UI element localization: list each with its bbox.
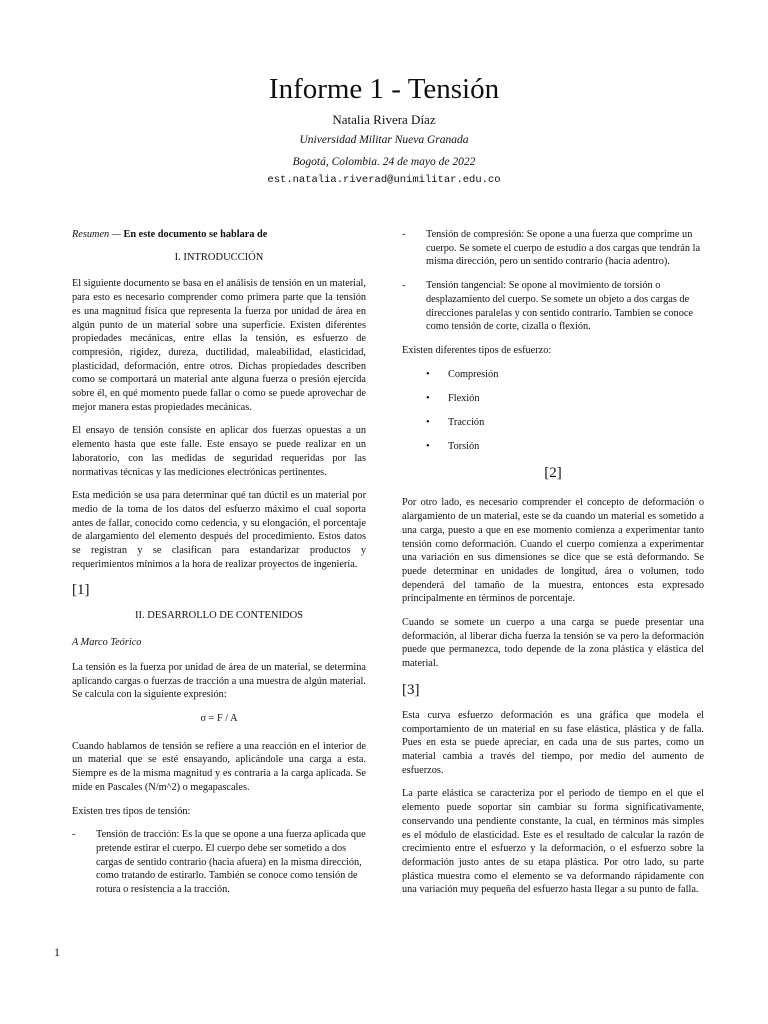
list-item: • Torsión [426, 441, 480, 453]
elastic-paragraph: La parte elástica se caracteriza por el periodo de tiempo en el que el elemento puede soportar sin cambiar su forma significativamente, conservando una pendiente constante, la cual, en términos más simples es el módulo de elasticidad. Este es el resultado de calcular la razón de crecimiento entre el esfuerzo y la deformación, o el esfuerzo sobre la deformación justo antes de su etapa plástica. Por otro lado, su parte plástica muestra como el elemento se va deformando rápidamente con una variación muy pequeña del esfuerzo hasta llegar a su punto de falla. [402, 788, 704, 896]
development-paragraph-2: Cuando hablamos de tensión se refiere a una reacción en el interior de un material que se esté ensayando, aplicándole una carga a esta. Siempre es de la misma magnitud y es contraria a la carga aplicada. Se mide en Pascales (N/m^2) o megapascales. [72, 740, 366, 793]
list-item-compresion [402, 228, 704, 269]
list-item-text: Tensión tangencial: Se opone al movimiento de torsión o desplazamiento del cuerpo. Se somete un objeto a dos cargas de direcciones paralelas y con sentido contrario. Tambien se conoce como tensión de corte, cizalla o flexión. [426, 280, 693, 333]
right-column [402, 228, 704, 907]
list-item-traccion [72, 828, 366, 897]
deformation-paragraph: Por otro lado, es necesario comprender el concepto de deformación o alargamiento de un material, este se da cuando un material es sometido a una carga, puesto a que en ese momento comienza a experimentar tanto tensión como deformación. Cuando el cuerpo comienza a experimentar una variación en sus dimensiones se dice que se está deformando. Se puede determinar en unidades de longitud, área o volumen, todo dependerá del tamaño de la muestra, entonces esta expresado principalmente en términos de porcentaje. [402, 497, 704, 605]
affiliation: Universidad Militar Nueva Granada [299, 134, 469, 146]
curve-paragraph: Esta curva esfuerzo deformación es una gráfica que modela el comportamiento de un material en su fase elástica, plástica y de falla. Pues en esta se puede apreciar, en cada una de sus partes, como un material cambia a través del tiempo, por medio del aumento de esfuerzos. [402, 709, 704, 776]
paper-header [0, 72, 768, 187]
section-heading-intro: I. INTRODUCCIÓN [174, 251, 264, 263]
list-item: • Tracción [426, 417, 485, 429]
dash-marker: - [402, 280, 406, 292]
intro-paragraph-3: Esta medición se usa para determinar qué tan dúctil es un material por medio de la toma de los datos del esfuerzo máximo el cual soporta antes de fallar, conocido como cedencia, y su elongación, el porcentaje de alargamiento del elemento después del procedimiento. Estos datos se registran y se clasifican para estandarizar productos y requerimientos mínimos a la hora de realizar proyectos de ingeniería. [72, 490, 366, 570]
section-heading-development: II. DESARROLLO DE CONTENIDOS [135, 610, 303, 622]
author-name: Natalia Rivera Díaz [332, 112, 436, 127]
intro-paragraph-1: El siguiente documento se basa en el análisis de tensión en un material, para esto es necesario comprender como primera parte que la tensión es una magnitud física que representa la fuerza por unidad de área en algún punto de un material sobre una superficie. Existen diferentes propiedades mecánicas, entre ellas la tensión, es esfuerzo de compresión, rigidez, dureza, ductilidad, maleabilidad, elasticidad, plasticidad, deformación, entre otros. Dichas propiedades describen como se comportará un material ante alguna fuerza o presión ejercida sobre él, en qué momento puede fallar o como se puede aprovechar de mejor manera estas propiedades mecánicas. [72, 278, 366, 413]
list-item-text: Tensión de tracción: Es la que se opone a una fuerza aplicada que pretende estirar el cuerpo. El cuerpo debe ser sometido a dos cargas de sentido contrario (hacia afuera) en la misma dirección, como tratando de estirarlo. También se conoce como tensión de rotura o resistencia a la tracción. [96, 829, 366, 896]
list-item: • Compresión [426, 368, 499, 380]
bullet-icon: • [426, 441, 430, 453]
subsection-heading: A Marco Teórico [72, 637, 142, 649]
author-email: est.natalia.riverad@unimilitar.edu.co [267, 174, 501, 186]
location-date: Bogotá, Colombia. 24 de mayo de 2022 [292, 156, 476, 168]
stress-formula: σ = F / A [200, 712, 238, 724]
development-paragraph-1: La tensión es la fuerza por unidad de área de un material, se determina aplicando cargas o fuerzas de tracción a una muestra de algún material. Se calcula con la siguiente expresión: [72, 661, 366, 701]
load-paragraph: Cuando se somete un cuerpo a una carga se puede presentar una deformación, al liberar dicha fuerza la tensión se va pero la deformación puede que permanezca, todo depende de la zona plástica y elástica del material. [402, 617, 704, 670]
list-item-tangencial [402, 279, 704, 334]
stress-types-list [402, 368, 704, 454]
bullet-icon: • [426, 417, 430, 429]
list-item: • Flexión [426, 392, 480, 404]
reference-2: [2] [544, 465, 562, 482]
paper-title: Informe 1 - Tensión [268, 73, 500, 105]
reference-3: [3] [402, 681, 420, 698]
types-intro: Existen diferentes tipos de esfuerzo: [402, 344, 552, 356]
abstract [72, 228, 366, 242]
list-item-text: Tensión de compresión: Se opone a una fuerza que comprime un cuerpo. Se somete el cuerpo de estudio a dos cargas que tendrán la misma dirección, pero un sentido contrario (hacia adentro). [426, 229, 701, 268]
abstract-text: En este documento se hablara de [123, 229, 268, 240]
development-paragraph-3: Existen tres tipos de tensión: [72, 805, 191, 817]
dash-marker: - [402, 229, 406, 240]
abstract-label: Resumen — [72, 229, 121, 240]
page-number: 1 [54, 945, 60, 959]
bullet-icon: • [426, 392, 430, 404]
left-column [72, 228, 366, 907]
intro-paragraph-2: El ensayo de tensión consiste en aplicar dos fuerzas opuestas a un elemento hasta que este falle. Este ensayo se puede realizar en un laboratorio, con las medidas de seguridad requeridas por las normativas técnicas y las mediciones electrónicas pertinentes. [72, 425, 366, 478]
bullet-icon: • [426, 368, 430, 380]
reference-1: [1] [72, 582, 90, 599]
dash-marker: - [72, 829, 76, 841]
